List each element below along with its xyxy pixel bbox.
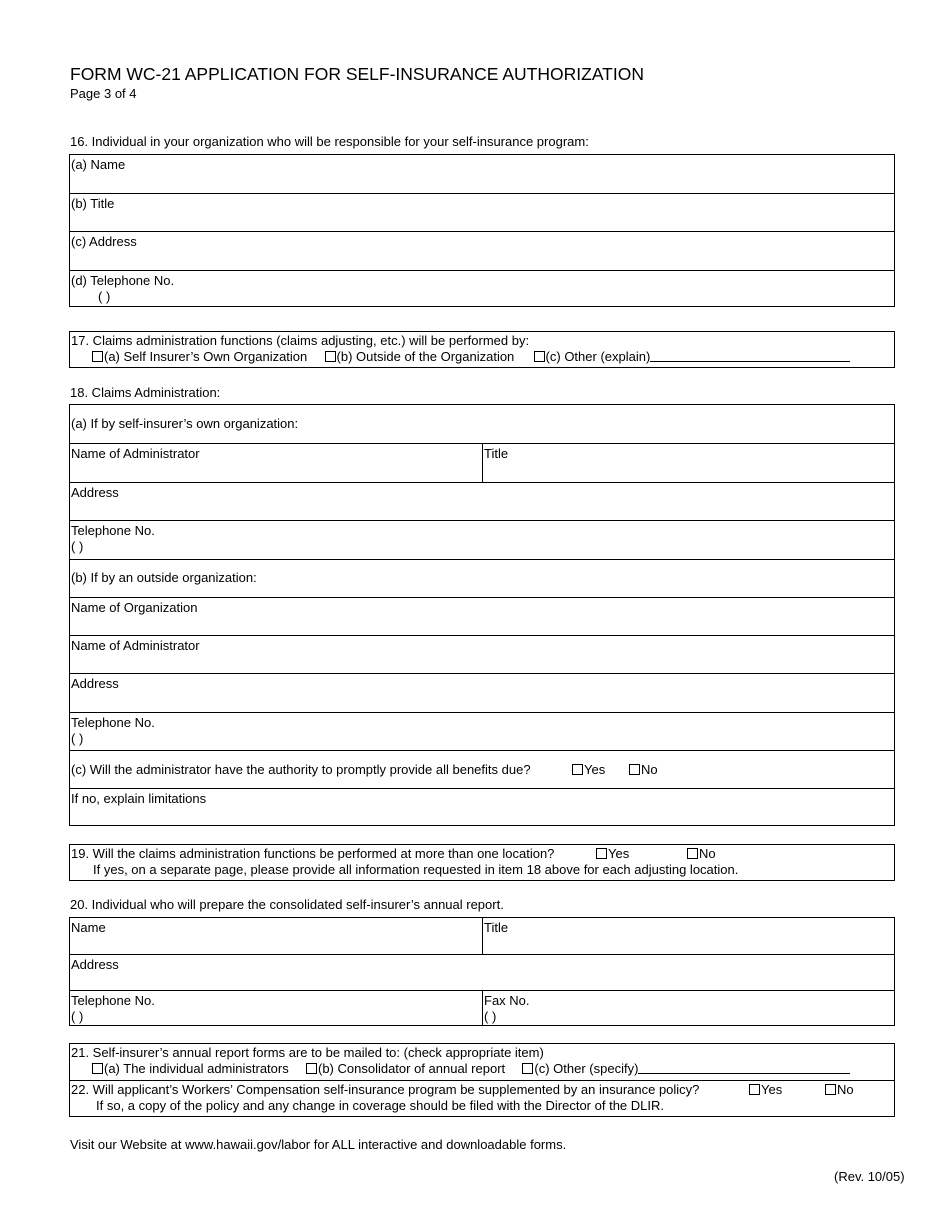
q18-question: 18. Claims Administration:: [70, 385, 221, 400]
q20-question: 20. Individual who will prepare the consolidated self-insurer’s annual report.: [70, 897, 504, 912]
q16-name-field[interactable]: [70, 155, 894, 193]
q18-c-row: [70, 750, 894, 788]
q19-box: [69, 844, 895, 881]
q19-note: If yes, on a separate page, please provide all information requested in item 18 above for each adjusting location.: [93, 862, 739, 877]
q18-admin-name-field[interactable]: [70, 444, 482, 482]
q21-q22-box: [69, 1043, 895, 1117]
q18-phone-field[interactable]: [70, 520, 894, 559]
q18-c-no-option: [629, 762, 658, 778]
q21-opt-a-checkbox[interactable]: [92, 1063, 103, 1074]
q18-address-label: Address: [71, 485, 119, 500]
q17-opt-c-label: (c) Other (explain): [545, 349, 651, 364]
q17-opt-b-checkbox[interactable]: [325, 351, 336, 362]
q18-b-address-field[interactable]: [70, 673, 894, 712]
q21-opt-b-label: (b) Consolidator of annual report: [317, 1061, 506, 1076]
q19-no-label: No: [699, 846, 716, 861]
q18-admin-title-label: Title: [484, 446, 509, 461]
q17-question: 17. Claims administration functions (claims adjusting, etc.) will be performed by:: [71, 333, 530, 348]
q18-limitations-label: If no, explain limitations: [71, 791, 207, 806]
q16-phone-paren: ( ): [98, 289, 111, 304]
q18-b-address-label: Address: [71, 676, 119, 691]
q20-phone-row: [70, 990, 894, 1025]
q19-question: 19. Will the claims administration functions be performed at more than one location?: [71, 846, 555, 861]
q20-fax-field[interactable]: [483, 991, 894, 1025]
q18-c-yes-option: [572, 762, 605, 778]
q22-row: [70, 1080, 894, 1116]
q22-no-checkbox[interactable]: [825, 1084, 836, 1095]
q21-question: 21. Self-insurer’s annual report forms are to be mailed to: (check appropriate item): [71, 1045, 544, 1060]
q16-phone-field[interactable]: [70, 270, 894, 306]
q20-name-field[interactable]: [70, 918, 482, 954]
q16-address-field[interactable]: [70, 231, 894, 270]
q19-yes-checkbox[interactable]: [596, 848, 607, 859]
q22-yes-option: [749, 1082, 782, 1098]
q21-specify-line[interactable]: [638, 1061, 850, 1074]
q20-address-label: Address: [71, 957, 119, 972]
q18-c-no-checkbox[interactable]: [629, 764, 640, 775]
q16-address-label: (c) Address: [71, 234, 137, 249]
q18-b-heading-row: [70, 559, 894, 597]
q18-c-question: (c) Will the administrator have the authority to promptly provide all benefits due?: [71, 762, 531, 777]
q16-phone-label: (d) Telephone No.: [71, 273, 175, 288]
q18-admin-row: [70, 443, 894, 482]
q21-opt-a-label: (a) The individual administrators: [104, 1061, 289, 1076]
q16-question: 16. Individual in your organization who will be responsible for your self-insurance program:: [70, 134, 589, 149]
q18-a-heading-row: [70, 405, 894, 443]
q17-opt-a-label: (a) Self Insurer’s Own Organization: [104, 349, 308, 364]
q22-no-option: [825, 1082, 854, 1098]
q18-admin-title-field[interactable]: [483, 444, 894, 482]
q20-fax-label: Fax No.: [484, 993, 530, 1008]
website-note: Visit our Website at www.hawaii.gov/labor for ALL interactive and downloadable forms.: [70, 1137, 567, 1152]
q19-no-checkbox[interactable]: [687, 848, 698, 859]
q20-phone-field[interactable]: [70, 991, 482, 1025]
q18-a-heading: (a) If by self-insurer’s own organization:: [71, 416, 299, 431]
q20-table: [69, 917, 895, 1026]
q16-title-label: (b) Title: [71, 196, 115, 211]
page-number: Page 3 of 4: [70, 86, 137, 101]
q18-org-name-label: Name of Organization: [71, 600, 198, 615]
q17-explain-line[interactable]: [650, 349, 850, 362]
q22-note: If so, a copy of the policy and any change in coverage should be filed with the Director of the DLIR.: [96, 1098, 664, 1113]
q20-phone-label: Telephone No.: [71, 993, 155, 1008]
q18-c-yes-checkbox[interactable]: [572, 764, 583, 775]
q18-c-no-label: No: [641, 762, 658, 777]
q18-table: [69, 404, 895, 826]
q21-opt-b-checkbox[interactable]: [306, 1063, 317, 1074]
revision-label: (Rev. 10/05): [834, 1169, 905, 1184]
q16-table: [69, 154, 895, 307]
q19-yes-label: Yes: [608, 846, 630, 861]
q18-admin-name-label: Name of Administrator: [71, 446, 200, 461]
q16-title-field[interactable]: [70, 193, 894, 231]
q17-options: [92, 349, 850, 365]
q21-opt-c-checkbox[interactable]: [522, 1063, 533, 1074]
q18-b-admin-name-label: Name of Administrator: [71, 638, 200, 653]
q18-b-admin-name-field[interactable]: [70, 635, 894, 673]
q21-options: [92, 1061, 850, 1077]
q21-row: [70, 1044, 894, 1080]
q22-yes-label: Yes: [761, 1082, 783, 1097]
q20-title-field[interactable]: [483, 918, 894, 954]
q22-question: 22. Will applicant’s Workers’ Compensation self-insurance program be supplemented by an insurance policy?: [71, 1082, 700, 1097]
q22-no-label: No: [837, 1082, 854, 1097]
q18-phone-paren: ( ): [71, 539, 84, 554]
q18-b-phone-field[interactable]: [70, 712, 894, 750]
q20-fax-paren: ( ): [484, 1009, 497, 1024]
q17-opt-c-checkbox[interactable]: [534, 351, 545, 362]
q22-yes-checkbox[interactable]: [749, 1084, 760, 1095]
q19-yes-option: [596, 846, 629, 862]
q20-address-field[interactable]: [70, 954, 894, 990]
q18-c-yes-label: Yes: [584, 762, 606, 777]
q18-b-phone-paren: ( ): [71, 731, 84, 746]
q17-opt-b-label: (b) Outside of the Organization: [336, 349, 515, 364]
form-title: FORM WC-21 APPLICATION FOR SELF-INSURANCE AUTHORIZATION: [70, 64, 644, 84]
q18-b-heading: (b) If by an outside organization:: [71, 570, 257, 585]
q17-opt-a-checkbox[interactable]: [92, 351, 103, 362]
q21-opt-c-label: (c) Other (specify): [534, 1061, 639, 1076]
q16-name-label: (a) Name: [71, 157, 126, 172]
q18-address-field[interactable]: [70, 482, 894, 520]
q17-box: [69, 331, 895, 368]
q19-no-option: [687, 846, 716, 862]
q18-org-name-field[interactable]: [70, 597, 894, 635]
q20-phone-paren: ( ): [71, 1009, 84, 1024]
q18-limitations-field[interactable]: [70, 788, 894, 825]
q18-b-phone-label: Telephone No.: [71, 715, 155, 730]
q20-title-label: Title: [484, 920, 509, 935]
q18-phone-label: Telephone No.: [71, 523, 155, 538]
q20-name-row: [70, 918, 894, 954]
q20-name-label: Name: [71, 920, 106, 935]
